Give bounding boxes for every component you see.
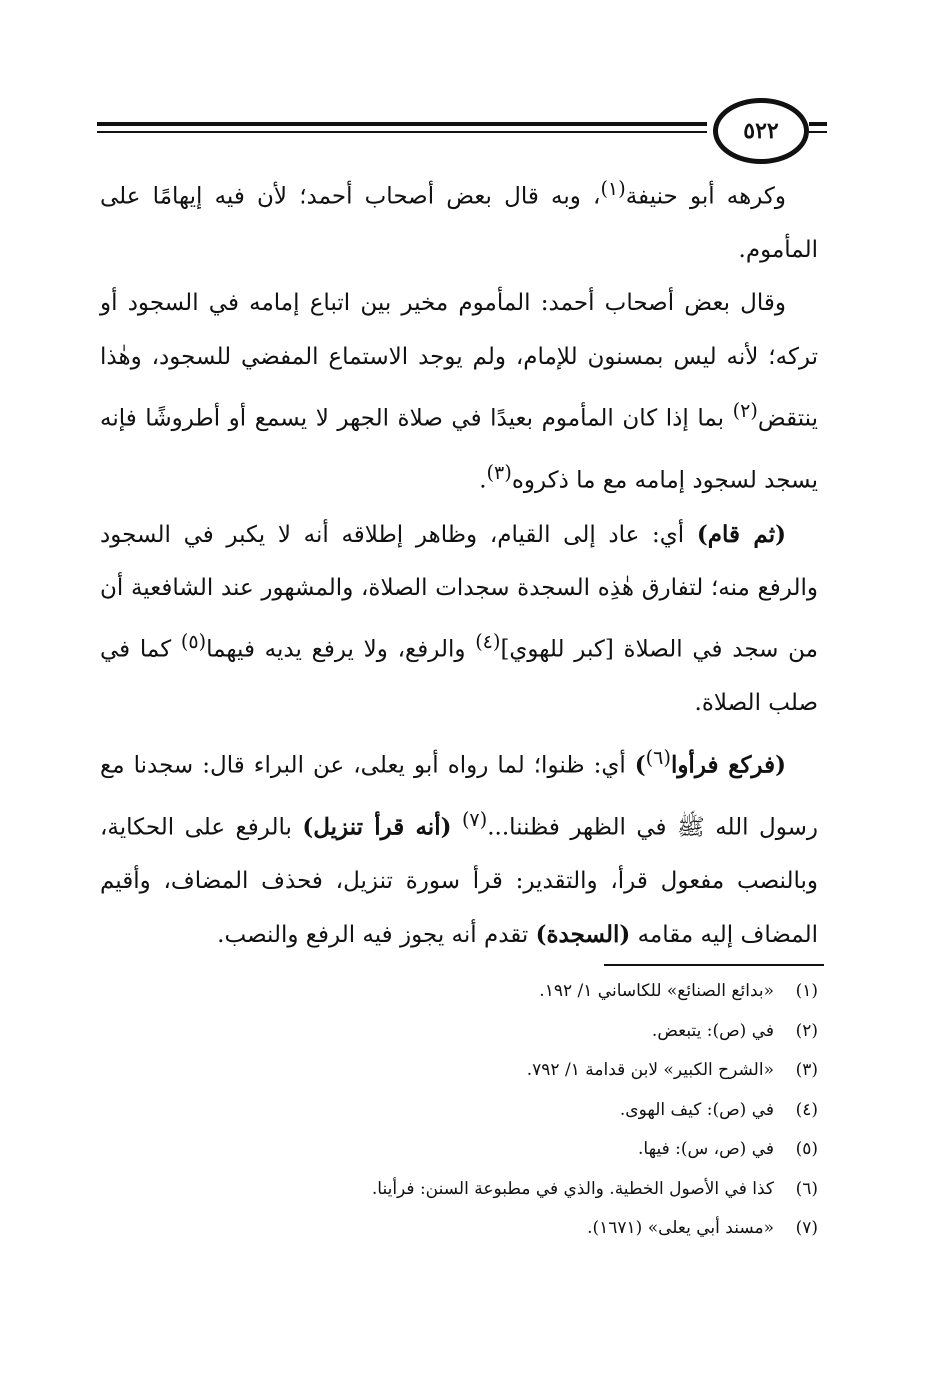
- paragraph: [100, 162, 818, 277]
- bold-phrase: (ثم قام): [696, 520, 786, 548]
- bold-phrase: (أنه قرأ تنزيل): [302, 813, 452, 841]
- footnote-text: في (ص): يتبعض.: [651, 1020, 774, 1041]
- header-rule-thick-end: [809, 122, 827, 126]
- paragraph: [100, 508, 818, 731]
- header-rule-thick: [97, 122, 707, 126]
- footnote-item: [100, 1051, 818, 1091]
- text-run: .: [479, 467, 487, 494]
- footnote-number: (٥): [795, 1139, 818, 1159]
- text-run: تقدم أنه يجوز فيه الرفع والنصب.: [217, 921, 536, 948]
- paragraph: [100, 731, 818, 963]
- text-run: أي: ظنوا؛ لما رواه أبو يعلى، عن البراء قال: سجدنا مع رسول الله ﷺ في الظهر فظننا...: [100, 752, 818, 841]
- text-run: [451, 814, 461, 840]
- footnote-text: «الشرح الكبير» لابن قدامة ١/ ٧٩٢.: [526, 1060, 774, 1080]
- text-run: كما في صلب الصلاة.: [100, 637, 818, 717]
- footnote-item: [100, 1012, 818, 1052]
- footnote-ref[interactable]: (٧): [461, 807, 488, 831]
- footnote-item: [100, 1091, 818, 1131]
- paragraph: [100, 277, 818, 508]
- bold-phrase: ): [634, 751, 646, 779]
- footnote-separator: [604, 964, 824, 966]
- bold-phrase: (فركع فرأوا: [670, 751, 786, 779]
- footnote-item: [100, 1209, 818, 1249]
- header-rule-thin: [97, 131, 707, 133]
- footnote-item: [100, 1130, 818, 1170]
- text-run: بالرفع على الحكاية، وبالنصب مفعول قرأ، والتقدير: قرأ سورة تنزيل، فحذف المضاف، وأقيم المضاف إليه مقامه: [100, 814, 818, 948]
- footnote-ref[interactable]: (٤): [475, 630, 501, 654]
- footnote-text: «بدائع الصنائع» للكاساني ١/ ١٩٢.: [539, 981, 774, 1001]
- footnote-text: في (ص): كيف الهوى.: [619, 1099, 774, 1120]
- footnote-ref[interactable]: (٥): [180, 630, 207, 654]
- footnote-text: في (ص، س): فيها.: [638, 1139, 774, 1159]
- text-run: وقال بعض أصحاب أحمد: المأموم مخير بين اتباع إمامه في السجود أو تركه؛ لأنه ليس بمسنون للإمام، ولم يوجد الاستماع المفضي للسجود، وهٰذا ينتقض: [100, 290, 818, 432]
- text-run: بما إذا كان المأموم بعيدًا في صلاة الجهر لا يسمع أو أطروشًا فإنه يسجد لسجود إمامه مع ما ذكروه: [100, 405, 818, 494]
- footnote-ref[interactable]: (٣): [486, 460, 512, 484]
- footnote-item: [100, 1170, 818, 1210]
- footnote-item: [100, 972, 818, 1012]
- text-run: أي: عاد إلى القيام، وظاهر إطلاقه أنه لا يكبر في السجود والرفع منه؛ لتفارق هٰذِه السجدة سجدات الصلاة، والمشهور عند الشافعية أن من سجد في الصلاة [كبر للهوي]: [100, 521, 818, 663]
- footnote-number: (٣): [795, 1060, 818, 1080]
- footnotes-list: [100, 972, 818, 1249]
- page-number: ٥٢٢: [713, 98, 809, 164]
- footnote-number: (٤): [795, 1099, 818, 1120]
- footnote-ref[interactable]: (١): [600, 177, 626, 200]
- bold-phrase: (السجدة): [535, 920, 631, 948]
- footnote-number: (١): [795, 981, 818, 1001]
- footnote-ref[interactable]: (٦): [645, 745, 671, 769]
- header-rule-thin-end: [809, 131, 827, 133]
- footnote-text: كذا في الأصول الخطية. والذي في مطبوعة السنن: فرأينا.: [371, 1178, 774, 1199]
- footnote-text: «مسند أبي يعلى» (١٦٧١).: [587, 1218, 774, 1238]
- footnote-number: (٧): [795, 1218, 818, 1238]
- footnote-ref[interactable]: (٢): [732, 398, 758, 422]
- text-run: والرفع، ولا يرفع يديه فيهما: [206, 637, 476, 663]
- footnote-number: (٢): [795, 1020, 818, 1041]
- main-text: [100, 162, 818, 962]
- footnote-number: (٦): [795, 1178, 818, 1199]
- page-header: [97, 98, 827, 160]
- text-run: وكرهه أبو حنيفة: [625, 183, 786, 210]
- text-run: ، وبه قال بعض أصحاب أحمد؛ لأن فيه إيهامًا على المأموم.: [100, 183, 818, 263]
